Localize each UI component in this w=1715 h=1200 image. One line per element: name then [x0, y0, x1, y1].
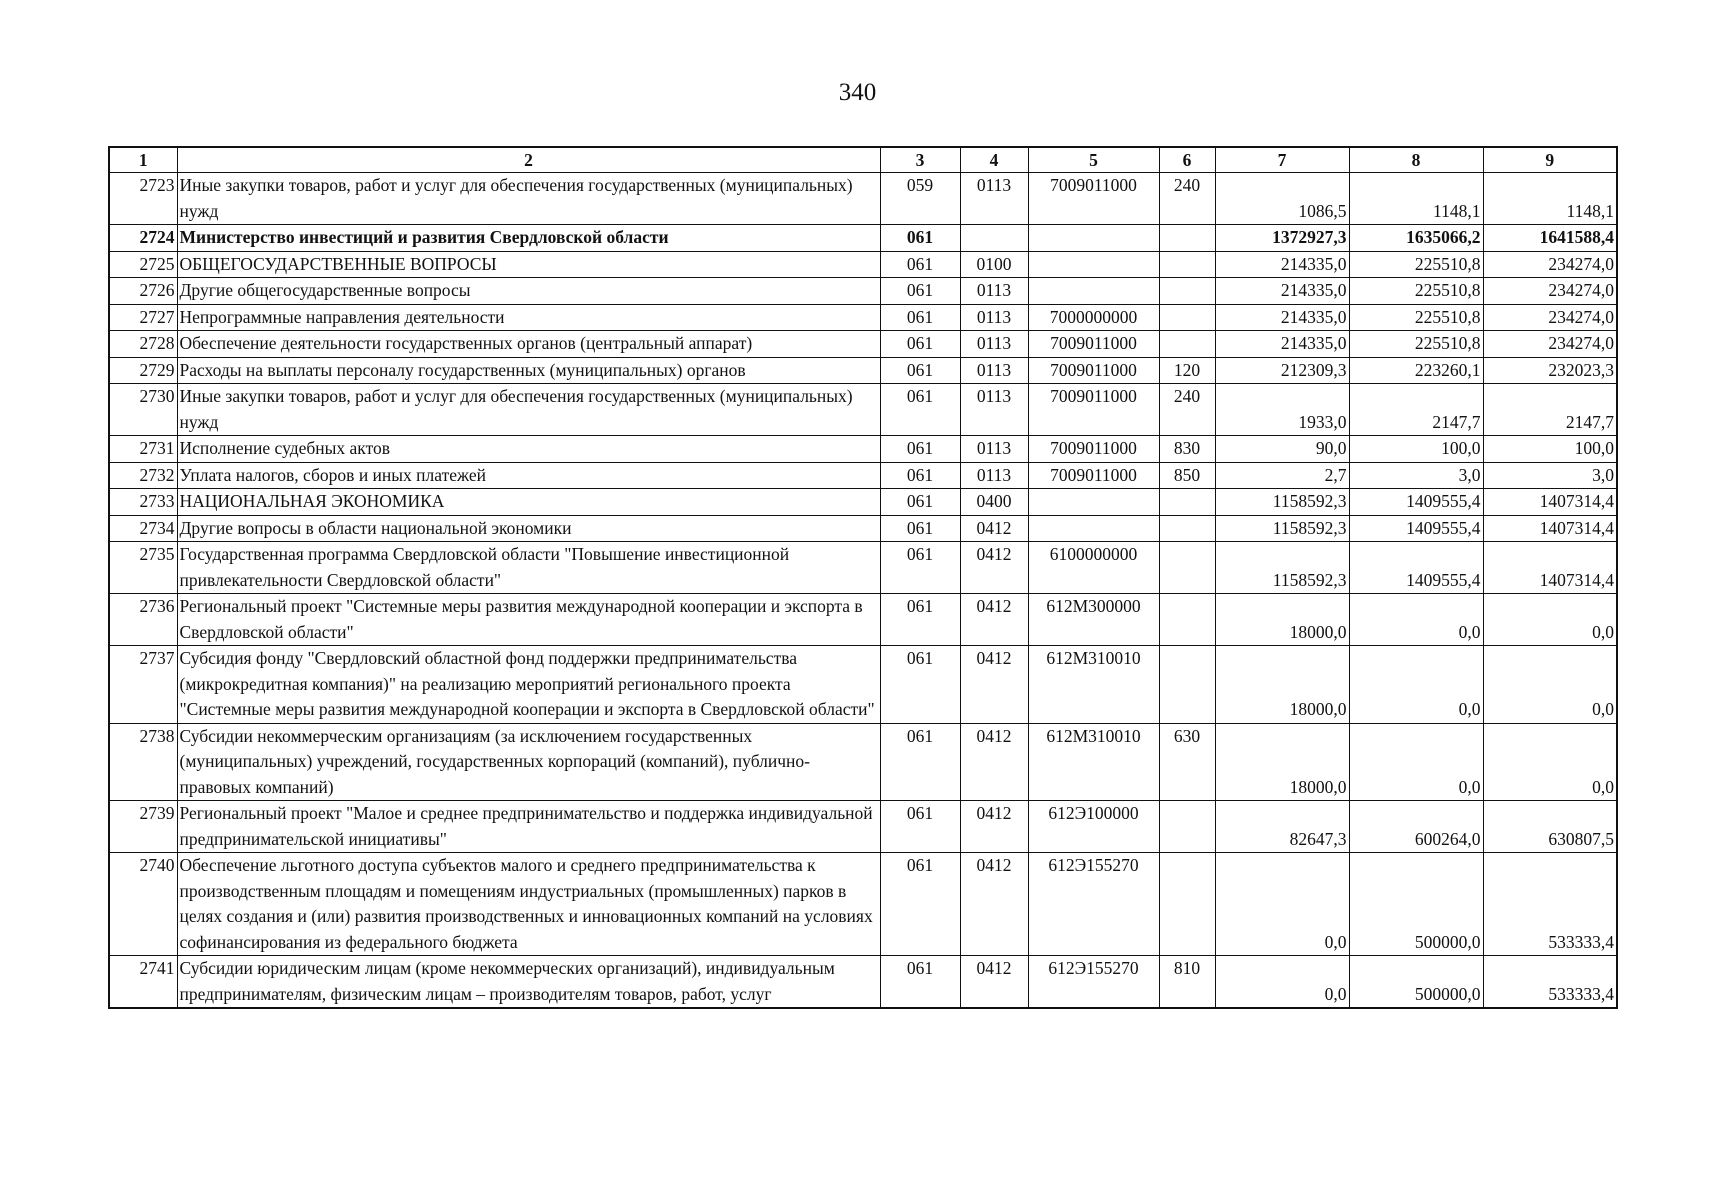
code-target-article: 612M310010 [1028, 723, 1159, 801]
code-section: 0113 [960, 357, 1028, 384]
code-target-article: 7000000000 [1028, 304, 1159, 331]
amount-col-9: 1407314,4 [1483, 515, 1617, 542]
amount-col-9: 2147,7 [1483, 384, 1617, 436]
code-ministry: 061 [880, 462, 960, 489]
code-section: 0412 [960, 542, 1028, 594]
row-number: 2741 [109, 956, 177, 1009]
code-target-article: 612M310010 [1028, 646, 1159, 724]
code-expense-type [1159, 251, 1215, 278]
amount-col-7: 2,7 [1215, 462, 1349, 489]
amount-col-7: 1158592,3 [1215, 542, 1349, 594]
code-ministry: 061 [880, 225, 960, 252]
table-row [109, 956, 1617, 1009]
row-number: 2737 [109, 646, 177, 724]
code-section: 0412 [960, 594, 1028, 646]
code-expense-type [1159, 853, 1215, 956]
code-target-article: 612Э155270 [1028, 853, 1159, 956]
amount-col-7: 1086,5 [1215, 173, 1349, 225]
code-section: 0412 [960, 801, 1028, 853]
amount-col-8: 500000,0 [1349, 956, 1483, 1009]
amount-col-8: 1409555,4 [1349, 515, 1483, 542]
amount-col-8: 3,0 [1349, 462, 1483, 489]
page-number: 340 [838, 79, 877, 106]
table-body [109, 173, 1617, 1009]
row-number: 2729 [109, 357, 177, 384]
amount-col-7: 214335,0 [1215, 304, 1349, 331]
header-col-9: 9 [1483, 147, 1617, 173]
row-name: Другие общегосударственные вопросы [177, 278, 880, 305]
code-expense-type [1159, 542, 1215, 594]
code-section: 0113 [960, 462, 1028, 489]
header-row [109, 147, 1617, 173]
code-section: 0412 [960, 853, 1028, 956]
code-ministry: 061 [880, 304, 960, 331]
row-number: 2728 [109, 331, 177, 358]
amount-col-7: 212309,3 [1215, 357, 1349, 384]
code-expense-type: 830 [1159, 436, 1215, 463]
code-ministry: 061 [880, 436, 960, 463]
code-target-article: 7009011000 [1028, 331, 1159, 358]
table-row [109, 304, 1617, 331]
code-section: 0412 [960, 515, 1028, 542]
code-ministry: 061 [880, 489, 960, 516]
header-col-7: 7 [1215, 147, 1349, 173]
row-number: 2732 [109, 462, 177, 489]
amount-col-8: 1409555,4 [1349, 489, 1483, 516]
amount-col-9: 232023,3 [1483, 357, 1617, 384]
row-number: 2727 [109, 304, 177, 331]
row-name: Иные закупки товаров, работ и услуг для обеспечения государственных (муниципальных) нужд [177, 173, 880, 225]
row-name: Обеспечение деятельности государственных органов (центральный аппарат) [177, 331, 880, 358]
code-target-article [1028, 489, 1159, 516]
code-target-article: 7009011000 [1028, 357, 1159, 384]
amount-col-9: 1641588,4 [1483, 225, 1617, 252]
header-col-3: 3 [880, 147, 960, 173]
code-section: 0113 [960, 278, 1028, 305]
code-target-article: 612Э155270 [1028, 956, 1159, 1009]
code-section: 0400 [960, 489, 1028, 516]
code-target-article [1028, 225, 1159, 252]
code-expense-type [1159, 225, 1215, 252]
amount-col-9: 3,0 [1483, 462, 1617, 489]
amount-col-7: 90,0 [1215, 436, 1349, 463]
code-ministry: 061 [880, 515, 960, 542]
row-number: 2736 [109, 594, 177, 646]
amount-col-7: 0,0 [1215, 956, 1349, 1009]
row-name: Государственная программа Свердловской области "Повышение инвестиционной привлекательности Свердловской области" [177, 542, 880, 594]
amount-col-8: 600264,0 [1349, 801, 1483, 853]
amount-col-9: 0,0 [1483, 594, 1617, 646]
row-number: 2725 [109, 251, 177, 278]
amount-col-9: 533333,4 [1483, 853, 1617, 956]
row-name: Исполнение судебных актов [177, 436, 880, 463]
amount-col-8: 0,0 [1349, 723, 1483, 801]
header-col-2: 2 [177, 147, 880, 173]
code-ministry: 061 [880, 853, 960, 956]
row-number: 2733 [109, 489, 177, 516]
table-row [109, 723, 1617, 801]
code-section: 0412 [960, 723, 1028, 801]
code-section: 0113 [960, 304, 1028, 331]
header-col-5: 5 [1028, 147, 1159, 173]
row-name: Субсидия фонду "Свердловский областной фонд поддержки предпринимательства (микрокредитная компания)" на реализацию мероприятий регионального проекта "Системные меры развития международной кооперации и экспорта в Свердловской области" [177, 646, 880, 724]
amount-col-9: 1407314,4 [1483, 489, 1617, 516]
code-target-article: 6100000000 [1028, 542, 1159, 594]
code-target-article: 7009011000 [1028, 384, 1159, 436]
row-number: 2730 [109, 384, 177, 436]
row-number: 2739 [109, 801, 177, 853]
code-ministry: 061 [880, 384, 960, 436]
amount-col-9: 533333,4 [1483, 956, 1617, 1009]
amount-col-7: 1372927,3 [1215, 225, 1349, 252]
row-name: Субсидии юридическим лицам (кроме некоммерческих организаций), индивидуальным предпринимателям, физическим лицам – производителям товаров, работ, услуг [177, 956, 880, 1009]
table-row [109, 357, 1617, 384]
amount-col-9: 1148,1 [1483, 173, 1617, 225]
code-ministry: 061 [880, 278, 960, 305]
amount-col-8: 1148,1 [1349, 173, 1483, 225]
row-number: 2740 [109, 853, 177, 956]
table-row [109, 251, 1617, 278]
table-row [109, 278, 1617, 305]
row-number: 2726 [109, 278, 177, 305]
code-expense-type: 240 [1159, 173, 1215, 225]
code-ministry: 061 [880, 594, 960, 646]
code-target-article: 612M300000 [1028, 594, 1159, 646]
row-number: 2734 [109, 515, 177, 542]
code-target-article: 7009011000 [1028, 462, 1159, 489]
table-row [109, 515, 1617, 542]
amount-col-8: 0,0 [1349, 646, 1483, 724]
code-expense-type [1159, 646, 1215, 724]
code-section: 0113 [960, 173, 1028, 225]
amount-col-8: 225510,8 [1349, 251, 1483, 278]
amount-col-9: 630807,5 [1483, 801, 1617, 853]
amount-col-7: 1158592,3 [1215, 489, 1349, 516]
code-ministry: 061 [880, 542, 960, 594]
table-row [109, 462, 1617, 489]
row-name: Региональный проект "Малое и среднее предпринимательство и поддержка индивидуальной предпринимательской инициативы" [177, 801, 880, 853]
code-expense-type: 850 [1159, 462, 1215, 489]
row-name: Непрограммные направления деятельности [177, 304, 880, 331]
table-row [109, 801, 1617, 853]
row-name: ОБЩЕГОСУДАРСТВЕННЫЕ ВОПРОСЫ [177, 251, 880, 278]
amount-col-8: 1635066,2 [1349, 225, 1483, 252]
amount-col-7: 18000,0 [1215, 723, 1349, 801]
code-expense-type [1159, 515, 1215, 542]
header-col-6: 6 [1159, 147, 1215, 173]
code-target-article: 7009011000 [1028, 173, 1159, 225]
code-section: 0113 [960, 384, 1028, 436]
amount-col-9: 0,0 [1483, 646, 1617, 724]
amount-col-9: 100,0 [1483, 436, 1617, 463]
code-target-article: 7009011000 [1028, 436, 1159, 463]
row-number: 2731 [109, 436, 177, 463]
table-row [109, 542, 1617, 594]
row-name: Другие вопросы в области национальной экономики [177, 515, 880, 542]
amount-col-9: 234274,0 [1483, 278, 1617, 305]
code-ministry: 061 [880, 331, 960, 358]
code-target-article [1028, 251, 1159, 278]
row-name: Уплата налогов, сборов и иных платежей [177, 462, 880, 489]
table-row [109, 646, 1617, 724]
code-expense-type: 120 [1159, 357, 1215, 384]
row-number: 2723 [109, 173, 177, 225]
code-ministry: 061 [880, 723, 960, 801]
code-expense-type [1159, 801, 1215, 853]
code-section: 0412 [960, 956, 1028, 1009]
amount-col-8: 500000,0 [1349, 853, 1483, 956]
row-number: 2738 [109, 723, 177, 801]
row-number: 2724 [109, 225, 177, 252]
amount-col-9: 1407314,4 [1483, 542, 1617, 594]
row-name: Расходы на выплаты персоналу государственных (муниципальных) органов [177, 357, 880, 384]
amount-col-9: 234274,0 [1483, 304, 1617, 331]
table-row [109, 173, 1617, 225]
code-section: 0113 [960, 331, 1028, 358]
amount-col-7: 18000,0 [1215, 594, 1349, 646]
code-expense-type [1159, 304, 1215, 331]
code-section: 0412 [960, 646, 1028, 724]
code-expense-type [1159, 489, 1215, 516]
code-expense-type: 810 [1159, 956, 1215, 1009]
amount-col-7: 82647,3 [1215, 801, 1349, 853]
row-name: Региональный проект "Системные меры развития международной кооперации и экспорта в Свердловской области" [177, 594, 880, 646]
amount-col-8: 2147,7 [1349, 384, 1483, 436]
code-target-article [1028, 515, 1159, 542]
code-expense-type: 240 [1159, 384, 1215, 436]
header-col-8: 8 [1349, 147, 1483, 173]
code-expense-type [1159, 594, 1215, 646]
code-ministry: 061 [880, 646, 960, 724]
table-row [109, 853, 1617, 956]
row-name: Иные закупки товаров, работ и услуг для обеспечения государственных (муниципальных) нужд [177, 384, 880, 436]
amount-col-7: 214335,0 [1215, 278, 1349, 305]
code-section: 0100 [960, 251, 1028, 278]
table-row [109, 436, 1617, 463]
amount-col-8: 1409555,4 [1349, 542, 1483, 594]
amount-col-7: 1933,0 [1215, 384, 1349, 436]
code-expense-type [1159, 278, 1215, 305]
code-ministry: 061 [880, 357, 960, 384]
amount-col-8: 100,0 [1349, 436, 1483, 463]
table-row [109, 594, 1617, 646]
budget-table [108, 146, 1618, 1009]
amount-col-7: 18000,0 [1215, 646, 1349, 724]
amount-col-7: 1158592,3 [1215, 515, 1349, 542]
code-expense-type: 630 [1159, 723, 1215, 801]
amount-col-8: 225510,8 [1349, 331, 1483, 358]
row-name: Субсидии некоммерческим организациям (за исключением государственных (муниципальных) учреждений, государственных корпораций (компаний), публично-правовых компаний) [177, 723, 880, 801]
code-section [960, 225, 1028, 252]
code-ministry: 061 [880, 956, 960, 1009]
row-name: НАЦИОНАЛЬНАЯ ЭКОНОМИКА [177, 489, 880, 516]
table-row [109, 384, 1617, 436]
amount-col-7: 214335,0 [1215, 251, 1349, 278]
amount-col-8: 225510,8 [1349, 278, 1483, 305]
amount-col-7: 0,0 [1215, 853, 1349, 956]
row-name: Обеспечение льготного доступа субъектов малого и среднего предпринимательства к производственным площадям и помещениям индустриальных (промышленных) парков в целях создания и (или) развития производственных и инновационных компаний на условиях софинансирования из федерального бюджета [177, 853, 880, 956]
amount-col-9: 234274,0 [1483, 331, 1617, 358]
table-row [109, 331, 1617, 358]
code-ministry: 059 [880, 173, 960, 225]
table-row [109, 225, 1617, 252]
code-section: 0113 [960, 436, 1028, 463]
code-ministry: 061 [880, 801, 960, 853]
code-ministry: 061 [880, 251, 960, 278]
code-expense-type [1159, 331, 1215, 358]
amount-col-9: 0,0 [1483, 723, 1617, 801]
amount-col-8: 225510,8 [1349, 304, 1483, 331]
code-target-article [1028, 278, 1159, 305]
amount-col-8: 223260,1 [1349, 357, 1483, 384]
row-name: Министерство инвестиций и развития Свердловской области [177, 225, 880, 252]
table-row [109, 489, 1617, 516]
header-col-4: 4 [960, 147, 1028, 173]
amount-col-7: 214335,0 [1215, 331, 1349, 358]
row-number: 2735 [109, 542, 177, 594]
amount-col-8: 0,0 [1349, 594, 1483, 646]
amount-col-9: 234274,0 [1483, 251, 1617, 278]
code-target-article: 612Э100000 [1028, 801, 1159, 853]
header-col-1: 1 [109, 147, 177, 173]
